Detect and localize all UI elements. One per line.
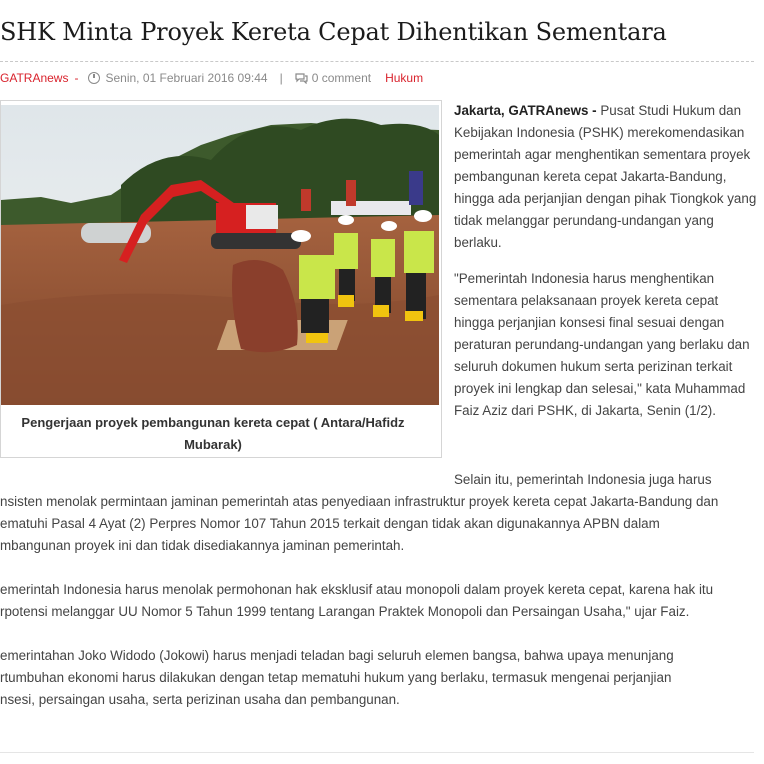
article-lead (454, 100, 758, 436)
paragraph-4 (0, 579, 764, 623)
paragraph-3-line: nsisten menolak permintaan jaminan pemerintah atas penyediaan infrastruktur proyek kereta cepat Jakarta-Bandung dan (0, 494, 719, 509)
paragraph-3-line: mbangunan proyek ini dan tidak disediakannya jaminan pemerintah. (0, 538, 405, 553)
paragraph-2: "Pemerintah Indonesia harus menghentikan sementara pelaksanaan proyek kereta cepat hingga perjanjian konsesi final sesuai dengan peraturan perundang-undangan yang berlaku dan seluruh dokumen hukum serta perizinan terkait proyek ini lengkap dan selesai," kata Muhammad Faiz Aziz dari PSHK, di Jakarta, Senin (1/2). (454, 271, 750, 418)
source-dash: - (74, 71, 79, 85)
article-date: Senin, 01 Februari 2016 09:44 (105, 71, 268, 85)
paragraph-5-line: nsesi, persaingan usaha, serta perizinan usaha dan pembangunan. (0, 692, 400, 707)
source-link[interactable]: GATRAnews (0, 71, 69, 85)
paragraph-5-line: rtumbuhan ekonomi harus dilakukan dengan tetap mematuhi hukum yang berlaku, termasuk mengenai perjanjian (0, 670, 672, 685)
paragraph-3-line: Selain itu, pemerintah Indonesia juga harus (454, 472, 712, 487)
bottom-divider (0, 752, 754, 753)
article-meta (0, 70, 423, 86)
category-link[interactable]: Hukum (385, 71, 424, 85)
paragraph-4-line: rpotensi melanggar UU Nomor 5 Tahun 1999 tentang Larangan Praktek Monopoli dan Persaingan Usaha," ujar Faiz. (0, 604, 690, 619)
paragraph-5-line: emerintahan Joko Widodo (Jokowi) harus menjadi teladan bagi seluruh elemen bangsa, bahwa upaya menunjang (0, 648, 674, 663)
photo-caption: Pengerjaan proyek pembangunan kereta cepat ( Antara/Hafidz Mubarak) (21, 415, 405, 452)
comment-icon (295, 72, 307, 84)
article-title: SHK Minta Proyek Kereta Cepat Dihentikan Sementara (0, 18, 667, 46)
article-photo (1, 105, 439, 405)
dateline: Jakarta, GATRAnews - (454, 103, 597, 118)
lead-paragraph (454, 100, 758, 254)
paragraph-1: Pusat Studi Hukum dan Kebijakan Indonesia (PSHK) merekomendasikan pemerintah agar menghentikan sementara proyek pembangunan kereta cepat Jakarta-Bandung, hingga ada perjanjian dengan pihak Tiongkok yang tidak melanggar perundang-undangan yang berlaku. (454, 103, 757, 250)
paragraph-4-line: emerintah Indonesia harus menolak permohonan hak eksklusif atau monopoli dalam proyek kereta cepat, karena hak itu (0, 582, 714, 597)
title-divider (0, 61, 754, 62)
clock-icon (88, 72, 100, 84)
meta-separator: | (279, 71, 283, 85)
paragraph-3 (0, 469, 764, 557)
article-figure (0, 100, 442, 458)
comment-count-link[interactable]: 0 comment (311, 71, 372, 85)
paragraph-5 (0, 645, 764, 711)
paragraph-3-line: ematuhi Pasal 4 Ayat (2) Perpres Nomor 107 Tahun 2015 terkait dengan tidak akan digunakannya APBN dalam (0, 516, 660, 531)
